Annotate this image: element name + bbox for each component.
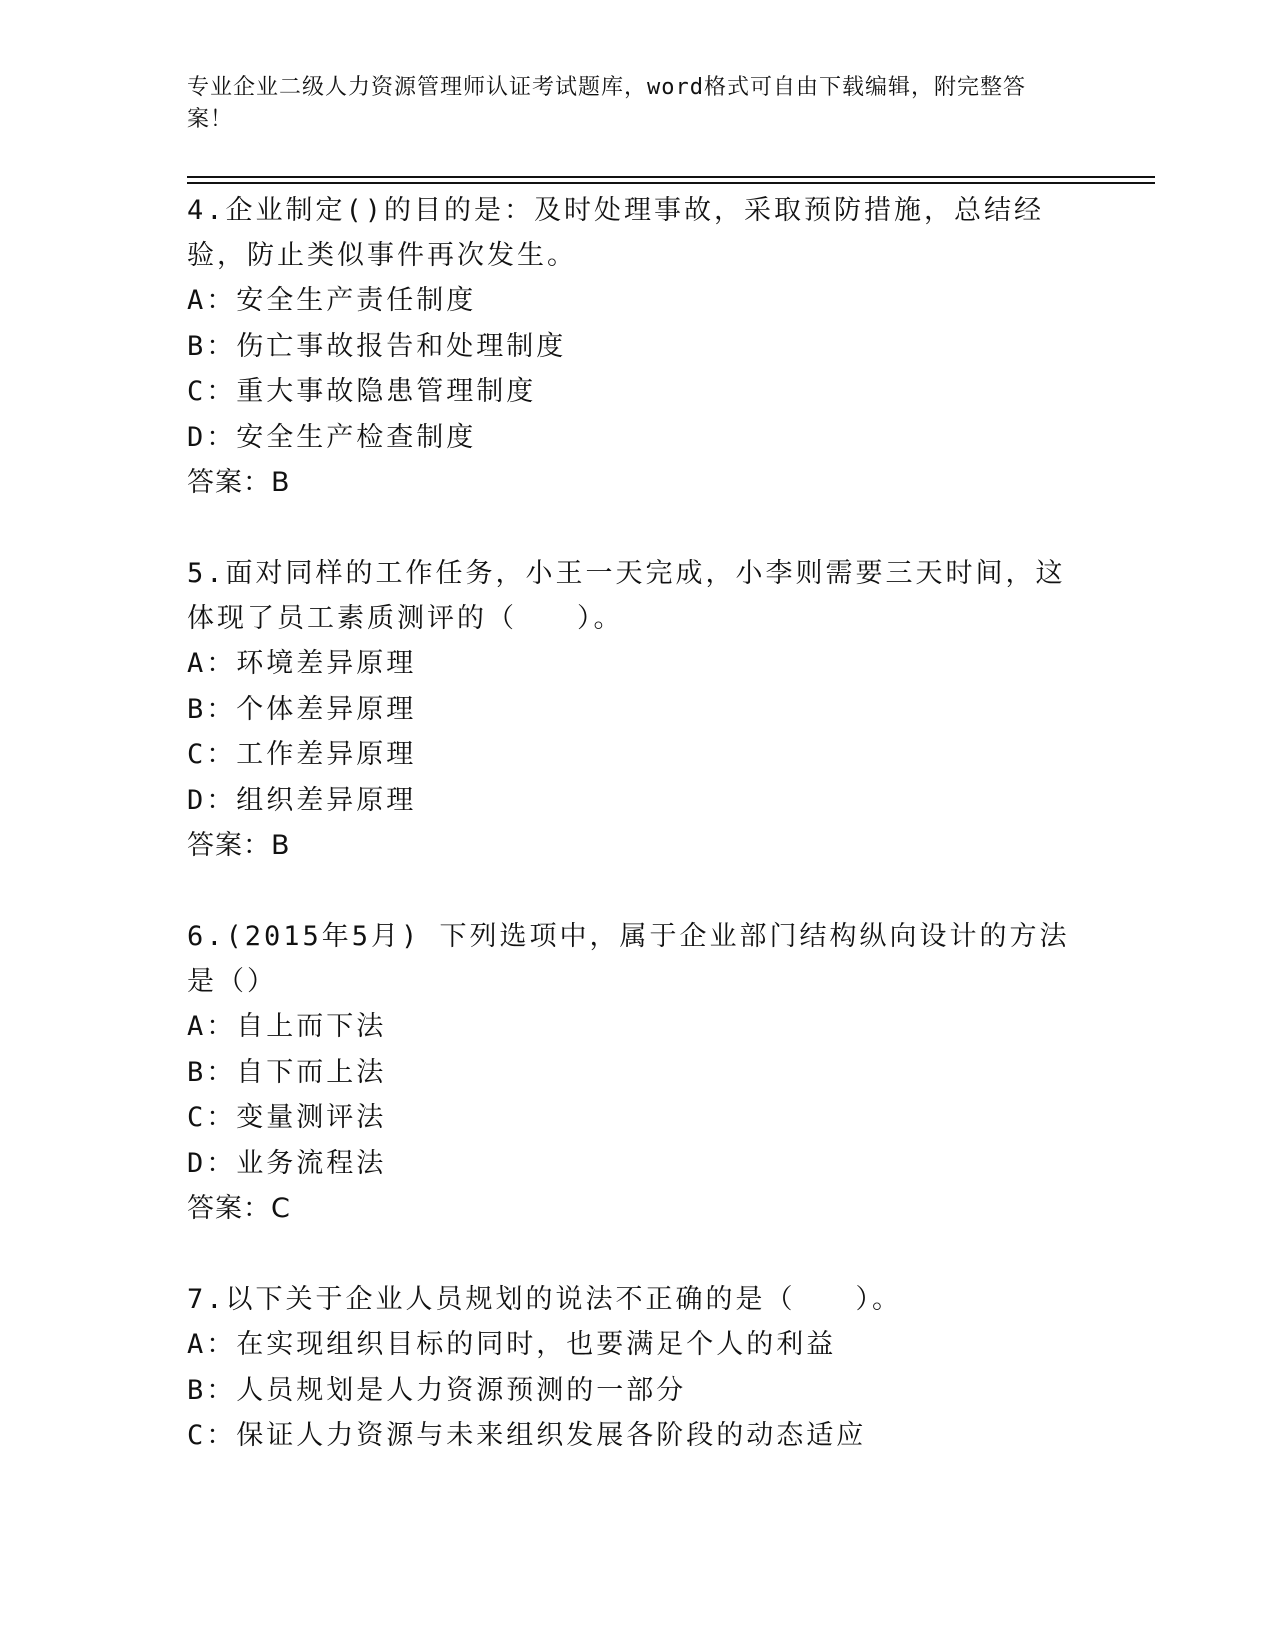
option-c: C：工作差异原理 <box>187 739 417 770</box>
option-d: D：业务流程法 <box>187 1147 387 1179</box>
question-text: 5.面对同样的工作任务，小王一天完成，小李则需要三天时间，这体现了员工素质测评的（ ）。 <box>187 558 1066 634</box>
option-b: B：伤亡事故报告和处理制度 <box>187 330 567 362</box>
header-divider-top <box>187 176 1155 178</box>
answer-label: 答案：B <box>187 467 291 498</box>
option-c: C：重大事故隐患管理制度 <box>187 376 537 407</box>
answer-label: 答案：B <box>187 830 291 861</box>
header-note: 专业企业二级人力资源管理师认证考试题库，word格式可自由下载编辑，附完整答案！ <box>187 75 1026 132</box>
option-b: B：人员规划是人力资源预测的一部分 <box>187 1374 687 1406</box>
option-d: D：组织差异原理 <box>187 784 417 816</box>
option-d: D：安全生产检查制度 <box>187 421 477 453</box>
option-b: B：个体差异原理 <box>187 693 417 725</box>
question-5 <box>187 551 1087 868</box>
question-6 <box>187 914 1087 1231</box>
question-text: 7.以下关于企业人员规划的说法不正确的是（ ）。 <box>187 1284 903 1315</box>
option-a: A：自上而下法 <box>187 1011 387 1042</box>
option-a: A：环境差异原理 <box>187 648 417 679</box>
option-c: C：变量测评法 <box>187 1102 387 1133</box>
question-4 <box>187 188 1087 505</box>
option-a: A：在实现组织目标的同时，也要满足个人的利益 <box>187 1329 837 1360</box>
header-divider-bottom <box>187 182 1155 184</box>
question-text: 6.(2015年5月) 下列选项中，属于企业部门结构纵向设计的方法是（） <box>187 921 1070 997</box>
question-text: 4.企业制定()的目的是：及时处理事故，采取预防措施，总结经验，防止类似事件再次发生。 <box>187 195 1045 271</box>
answer-label: 答案：C <box>187 1193 291 1224</box>
question-list <box>187 188 1087 1505</box>
option-a: A：安全生产责任制度 <box>187 285 477 316</box>
question-7 <box>187 1277 1087 1459</box>
option-b: B：自下而上法 <box>187 1056 387 1088</box>
option-c: C：保证人力资源与未来组织发展各阶段的动态适应 <box>187 1420 867 1451</box>
